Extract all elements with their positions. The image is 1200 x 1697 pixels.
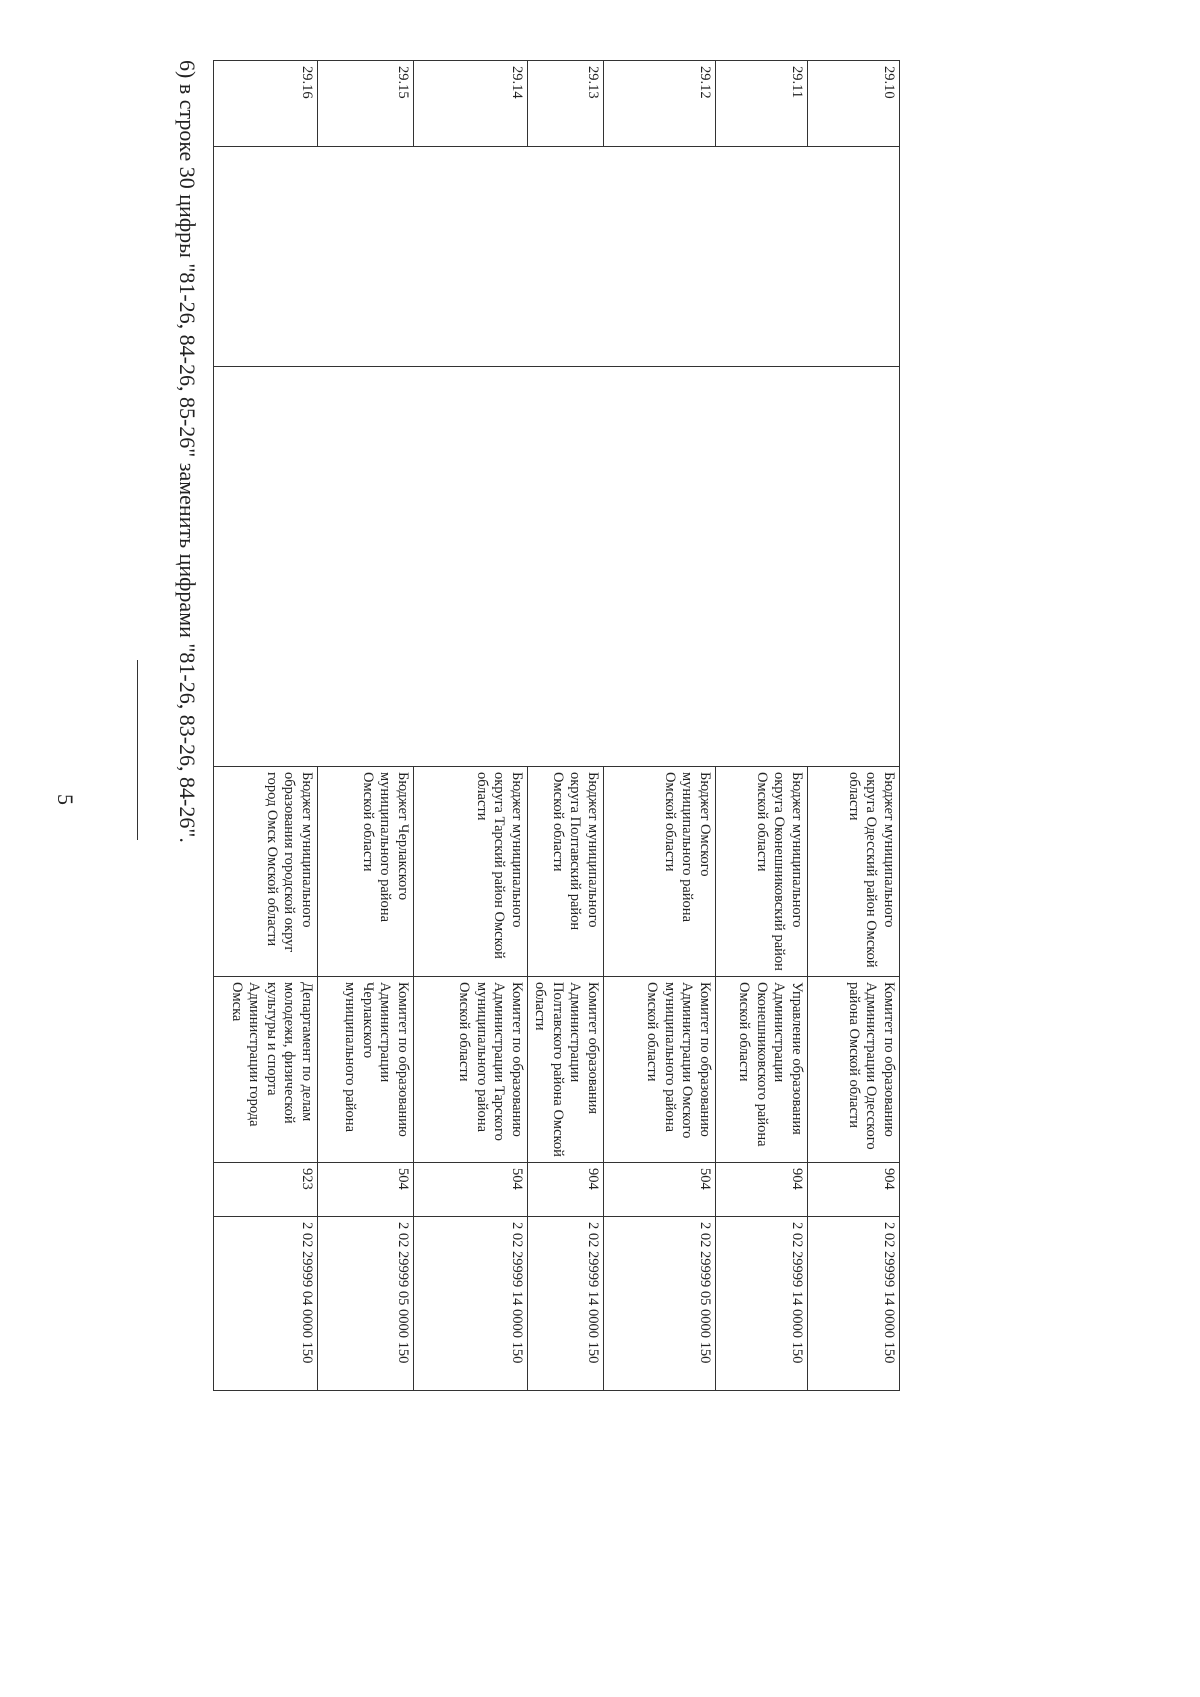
row-number: 29.14 <box>414 61 528 147</box>
admin-code: 904 <box>528 1163 604 1217</box>
budget-classification-code: 2 02 29999 04 0000 150 <box>214 1217 318 1391</box>
budget-table <box>213 60 900 1391</box>
row-number: 29.11 <box>716 61 808 147</box>
page-number: 5 <box>53 794 78 805</box>
administrator-name: Комитет по образованию Администрации Тарского муниципального района Омской области <box>414 977 528 1163</box>
empty-cell <box>318 147 414 367</box>
admin-code: 504 <box>414 1163 528 1217</box>
row-number: 29.10 <box>808 61 900 147</box>
administrator-name: Управление образования Администрации Оконешниковского района Омской области <box>716 977 808 1163</box>
budget-name: Бюджет муниципального образования городской округ город Омск Омской области <box>214 767 318 977</box>
admin-code: 504 <box>318 1163 414 1217</box>
row-number: 29.15 <box>318 61 414 147</box>
admin-code: 504 <box>604 1163 716 1217</box>
table-row <box>318 61 414 1391</box>
empty-cell <box>604 367 716 767</box>
empty-cell <box>808 147 900 367</box>
administrator-name: Комитет образования Администрации Полтавского района Омской области <box>528 977 604 1163</box>
administrator-name: Комитет по образованию Администрации Черлакского муниципального района <box>318 977 414 1163</box>
row-number: 29.12 <box>604 61 716 147</box>
budget-name: Бюджет Омского муниципального района Омской области <box>604 767 716 977</box>
administrator-name: Департамент по делам молодежи, физической культуры и спорта Администрации города Омска <box>214 977 318 1163</box>
admin-code: 904 <box>716 1163 808 1217</box>
table-row <box>808 61 900 1391</box>
budget-classification-code: 2 02 29999 05 0000 150 <box>604 1217 716 1391</box>
admin-code: 904 <box>808 1163 900 1217</box>
amendment-paragraph: 6) в строке 30 цифры "81-26, 84-26, 85-26" заменить цифрами "81-26, 83-26, 84-26". <box>175 60 200 843</box>
budget-name: Бюджет Черлакского муниципального района Омской области <box>318 767 414 977</box>
table-row <box>604 61 716 1391</box>
table-row <box>414 61 528 1391</box>
empty-cell <box>604 147 716 367</box>
empty-cell <box>716 367 808 767</box>
admin-code: 923 <box>214 1163 318 1217</box>
table-row <box>214 61 318 1391</box>
row-number: 29.16 <box>214 61 318 147</box>
empty-cell <box>214 367 318 767</box>
administrator-name: Комитет по образованию Администрации Одесского района Омской области <box>808 977 900 1163</box>
budget-classification-code: 2 02 29999 14 0000 150 <box>808 1217 900 1391</box>
budget-name: Бюджет муниципального округа Тарский район Омской области <box>414 767 528 977</box>
budget-classification-code: 2 02 29999 14 0000 150 <box>414 1217 528 1391</box>
empty-cell <box>808 367 900 767</box>
empty-cell <box>528 147 604 367</box>
rotated-page-content <box>120 20 1040 1440</box>
empty-cell <box>716 147 808 367</box>
table-row <box>528 61 604 1391</box>
budget-name: Бюджет муниципального округа Полтавский район Омской области <box>528 767 604 977</box>
budget-name: Бюджет муниципального округа Оконешниковский район Омской области <box>716 767 808 977</box>
row-number: 29.13 <box>528 61 604 147</box>
empty-cell <box>414 147 528 367</box>
end-divider <box>137 660 138 840</box>
budget-classification-code: 2 02 29999 14 0000 150 <box>528 1217 604 1391</box>
budget-classification-code: 2 02 29999 14 0000 150 <box>716 1217 808 1391</box>
empty-cell <box>528 367 604 767</box>
table-row <box>716 61 808 1391</box>
empty-cell <box>214 147 318 367</box>
empty-cell <box>414 367 528 767</box>
empty-cell <box>318 367 414 767</box>
administrator-name: Комитет по образованию Администрации Омского муниципального района Омской области <box>604 977 716 1163</box>
budget-name: Бюджет муниципального округа Одесский район Омской области <box>808 767 900 977</box>
budget-classification-code: 2 02 29999 05 0000 150 <box>318 1217 414 1391</box>
